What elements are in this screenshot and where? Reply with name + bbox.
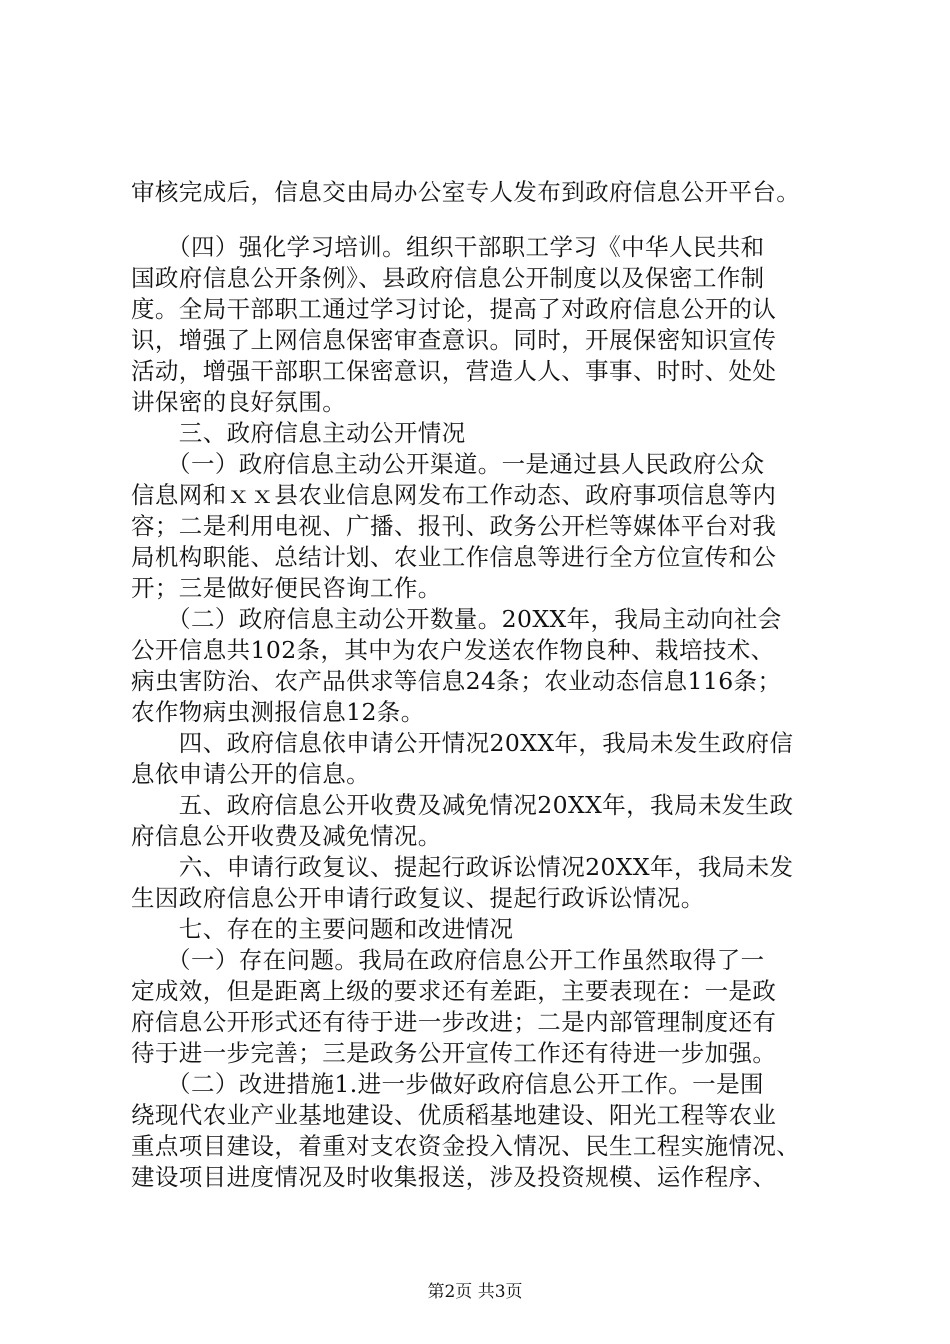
text-line: 局机构职能、总结计划、农业工作信息等进行全方位宣传和公: [131, 543, 777, 571]
text-line: （一）政府信息主动公开渠道。一是通过县人民政府公众: [131, 450, 765, 478]
text-line: 农作物病虫测报信息12条。: [131, 698, 425, 726]
text-line: 公开信息共102条，其中为农户发送农作物良种、栽培技术、: [131, 636, 775, 664]
text-line: 容；二是利用电视、广播、报刊、政务公开栏等媒体平台对我: [131, 512, 777, 540]
text-line: 六、申请行政复议、提起行政诉讼情况20XX年，我局未发: [131, 853, 794, 881]
text-line: 信息网和ｘｘ县农业信息网发布工作动态、政府事项信息等内: [131, 481, 777, 509]
text-line: 识，增强了上网信息保密审查意识。同时，开展保密知识宣传: [131, 326, 777, 354]
text-line: 建设项目进度情况及时收集报送，涉及投资规模、运作程序、: [131, 1163, 777, 1191]
text-line: 定成效，但是距离上级的要求还有差距，主要表现在：一是政: [131, 977, 777, 1005]
text-line: 府信息公开形式还有待于进一步改进；二是内部管理制度还有: [131, 1008, 777, 1036]
page-footer: 第2页 共3页: [427, 1282, 523, 1302]
text-line: 生因政府信息公开申请行政复议、提起行政诉讼情况。: [131, 884, 705, 912]
text-line: 开；三是做好便民咨询工作。: [131, 574, 442, 602]
text-block-main: [131, 232, 831, 1193]
text-line: （二）改进措施1.进一步做好政府信息公开工作。一是围: [131, 1070, 764, 1098]
text-line: 绕现代农业产业基地建设、优质稻基地建设、阳光工程等农业: [131, 1101, 777, 1129]
text-line: 三、政府信息主动公开情况: [131, 419, 466, 447]
text-line: 国政府信息公开条例》、县政府信息公开制度以及保密工作制: [131, 264, 765, 292]
text-line: 四、政府信息依申请公开情况20XX年，我局未发生政府信: [131, 729, 794, 757]
text-line: 讲保密的良好氛围。: [131, 388, 347, 416]
text-line: 度。全局干部职工通过学习讨论，提高了对政府信息公开的认: [131, 295, 777, 323]
text-line: 五、政府信息公开收费及减免情况20XX年，我局未发生政: [131, 791, 794, 819]
text-line: 审核完成后，信息交由局办公室专人发布到政府信息公开平台。: [131, 178, 801, 206]
text-line: 七、存在的主要问题和改进情况: [131, 915, 514, 943]
text-line: （一）存在问题。我局在政府信息公开工作虽然取得了一: [131, 946, 765, 974]
text-line: （四）强化学习培训。组织干部职工学习《中华人民共和: [131, 233, 765, 261]
text-line: 病虫害防治、农产品供求等信息24条；农业动态信息116条；: [131, 667, 782, 695]
text-block-top: [131, 177, 831, 208]
text-line: （二）政府信息主动公开数量。20XX年，我局主动向社会: [131, 605, 782, 633]
text-line: 息依申请公开的信息。: [131, 760, 370, 788]
text-line: 活动，增强干部职工保密意识，营造人人、事事、时时、处处: [131, 357, 777, 385]
text-line: 重点项目建设，着重对支农资金投入情况、民生工程实施情况、: [131, 1132, 801, 1160]
text-line: 府信息公开收费及减免情况。: [131, 822, 442, 850]
text-line: 待于进一步完善；三是政务公开宣传工作还有待进一步加强。: [131, 1039, 777, 1067]
